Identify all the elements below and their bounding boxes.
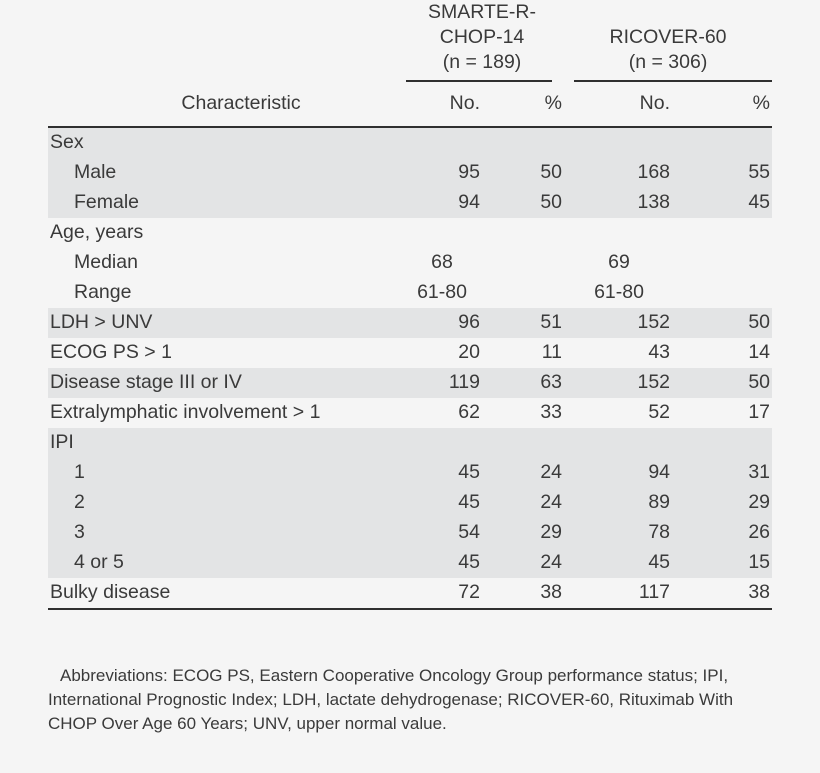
table-row bbox=[48, 548, 772, 578]
value-pct-group-a: 24 bbox=[484, 488, 564, 518]
row-label: Bulky disease bbox=[48, 578, 400, 609]
table-row bbox=[48, 158, 772, 188]
row-label: Age, years bbox=[48, 218, 400, 248]
group-header-smarte-r-chop-14 bbox=[400, 0, 564, 86]
column-header-no-group-b: No. bbox=[639, 92, 671, 114]
abbreviations-footnote: Abbreviations: ECOG PS, Eastern Cooperative Oncology Group performance status; IPI, International Prognostic Index; LDH, lactate dehydrogenase; RICOVER-60, Rituximab With CHOP Over Age 60 Years; UNV, upper normal value. bbox=[48, 666, 734, 733]
value-no-group-b: 138 bbox=[564, 188, 674, 218]
value-pct-group-b: 45 bbox=[674, 188, 772, 218]
value-no-group-a: 45 bbox=[400, 488, 484, 518]
value-pct-group-a: 24 bbox=[484, 548, 564, 578]
value-no-group-b: 152 bbox=[564, 368, 674, 398]
row-label: LDH > UNV bbox=[48, 308, 400, 338]
value-pct-group-b: 14 bbox=[674, 338, 772, 368]
table-row bbox=[48, 518, 772, 548]
subheader-row bbox=[48, 86, 772, 124]
value-pct-group-b bbox=[674, 127, 772, 158]
value-pct-group-a: 51 bbox=[484, 308, 564, 338]
value-no-group-a: 96 bbox=[400, 308, 484, 338]
column-header-pct-group-b: % bbox=[752, 92, 771, 114]
value-pct-group-a: 50 bbox=[484, 188, 564, 218]
value-pct-group-a bbox=[484, 278, 564, 308]
value-pct-group-b bbox=[674, 248, 772, 278]
baseline-characteristics-table bbox=[48, 0, 772, 612]
value-pct-group-a: 38 bbox=[484, 578, 564, 609]
table-row bbox=[48, 188, 772, 218]
value-no-group-a: 61-80 bbox=[400, 278, 484, 308]
value-pct-group-b: 29 bbox=[674, 488, 772, 518]
table-row bbox=[48, 368, 772, 398]
value-pct-group-b: 17 bbox=[674, 398, 772, 428]
value-pct-group-b: 26 bbox=[674, 518, 772, 548]
value-pct-group-b: 31 bbox=[674, 458, 772, 488]
row-label: ECOG PS > 1 bbox=[48, 338, 400, 368]
group-a-line1: SMARTE-R- bbox=[428, 1, 536, 23]
value-no-group-a: 68 bbox=[400, 248, 484, 278]
value-no-group-a: 95 bbox=[400, 158, 484, 188]
value-no-group-a: 119 bbox=[400, 368, 484, 398]
row-label: Disease stage III or IV bbox=[48, 368, 400, 398]
group-b-rule bbox=[574, 80, 772, 82]
row-label: Male bbox=[48, 158, 400, 188]
value-pct-group-b bbox=[674, 218, 772, 248]
row-label: Range bbox=[48, 278, 400, 308]
group-a-line2: CHOP-14 bbox=[439, 26, 525, 48]
value-pct-group-a bbox=[484, 428, 564, 458]
value-no-group-b: 61-80 bbox=[564, 278, 674, 308]
row-label: Sex bbox=[48, 127, 400, 158]
row-label: 3 bbox=[48, 518, 400, 548]
table-row bbox=[48, 127, 772, 158]
value-pct-group-b bbox=[674, 278, 772, 308]
value-pct-group-a: 33 bbox=[484, 398, 564, 428]
table-row bbox=[48, 398, 772, 428]
group-b-n: (n = 306) bbox=[628, 51, 708, 73]
value-pct-group-a: 50 bbox=[484, 158, 564, 188]
value-pct-group-a bbox=[484, 218, 564, 248]
value-no-group-a bbox=[400, 127, 484, 158]
table-foot bbox=[48, 609, 772, 612]
value-no-group-a: 62 bbox=[400, 398, 484, 428]
value-pct-group-b: 50 bbox=[674, 308, 772, 338]
column-header-no-group-a: No. bbox=[449, 92, 480, 114]
table-row bbox=[48, 458, 772, 488]
table-row bbox=[48, 428, 772, 458]
value-pct-group-b: 15 bbox=[674, 548, 772, 578]
value-no-group-a: 45 bbox=[400, 458, 484, 488]
group-a-rule bbox=[406, 80, 552, 82]
value-no-group-a: 72 bbox=[400, 578, 484, 609]
row-label: IPI bbox=[48, 428, 400, 458]
row-label: 2 bbox=[48, 488, 400, 518]
header-spacer bbox=[48, 0, 400, 86]
column-header-pct-group-a: % bbox=[544, 92, 563, 114]
value-no-group-b: 94 bbox=[564, 458, 674, 488]
value-pct-group-a: 24 bbox=[484, 458, 564, 488]
value-no-group-b: 78 bbox=[564, 518, 674, 548]
table-row bbox=[48, 278, 772, 308]
value-no-group-b: 168 bbox=[564, 158, 674, 188]
value-no-group-b: 69 bbox=[564, 248, 674, 278]
group-b-line1: RICOVER-60 bbox=[609, 26, 727, 48]
row-label: Median bbox=[48, 248, 400, 278]
table-row bbox=[48, 338, 772, 368]
table-head bbox=[48, 0, 772, 127]
row-label: 4 or 5 bbox=[48, 548, 400, 578]
table-row bbox=[48, 488, 772, 518]
value-no-group-a bbox=[400, 428, 484, 458]
value-no-group-a: 94 bbox=[400, 188, 484, 218]
value-no-group-b: 45 bbox=[564, 548, 674, 578]
value-pct-group-a bbox=[484, 127, 564, 158]
value-no-group-a: 54 bbox=[400, 518, 484, 548]
table-row bbox=[48, 578, 772, 609]
value-pct-group-b: 50 bbox=[674, 368, 772, 398]
value-no-group-a: 45 bbox=[400, 548, 484, 578]
table-body bbox=[48, 127, 772, 609]
value-no-group-a: 20 bbox=[400, 338, 484, 368]
row-label: 1 bbox=[48, 458, 400, 488]
value-no-group-b: 152 bbox=[564, 308, 674, 338]
value-no-group-a bbox=[400, 218, 484, 248]
group-header-row bbox=[48, 0, 772, 86]
value-pct-group-a: 63 bbox=[484, 368, 564, 398]
group-header-ricover-60 bbox=[564, 0, 772, 86]
value-pct-group-a: 11 bbox=[484, 338, 564, 368]
value-pct-group-a: 29 bbox=[484, 518, 564, 548]
value-pct-group-a bbox=[484, 248, 564, 278]
value-no-group-b bbox=[564, 218, 674, 248]
table-row bbox=[48, 308, 772, 338]
value-pct-group-b bbox=[674, 428, 772, 458]
value-no-group-b: 117 bbox=[564, 578, 674, 609]
value-no-group-b bbox=[564, 428, 674, 458]
table-row bbox=[48, 218, 772, 248]
row-label: Extralymphatic involvement > 1 bbox=[48, 398, 400, 428]
value-pct-group-b: 38 bbox=[674, 578, 772, 609]
value-no-group-b: 43 bbox=[564, 338, 674, 368]
table-bottom-rule bbox=[48, 609, 772, 612]
column-header-characteristic: Characteristic bbox=[181, 92, 301, 114]
value-no-group-b: 52 bbox=[564, 398, 674, 428]
value-pct-group-b: 55 bbox=[674, 158, 772, 188]
group-a-n: (n = 189) bbox=[442, 51, 522, 73]
value-no-group-b bbox=[564, 127, 674, 158]
characteristics-table-container bbox=[48, 0, 772, 612]
row-label: Female bbox=[48, 188, 400, 218]
value-no-group-b: 89 bbox=[564, 488, 674, 518]
table-row bbox=[48, 248, 772, 278]
